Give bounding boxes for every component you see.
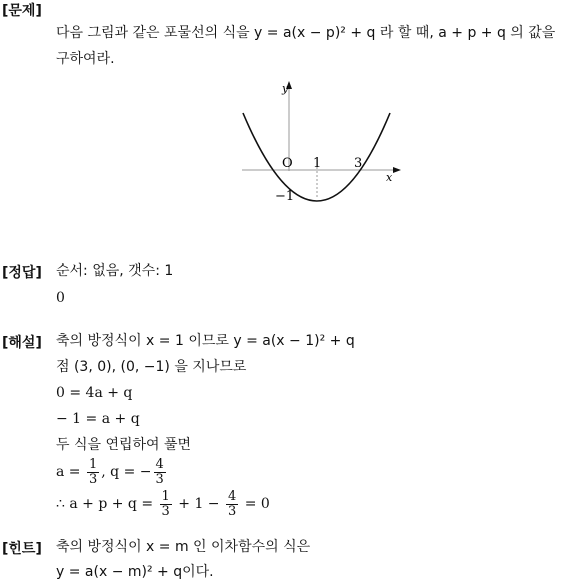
solution-line-7-prefix: ∴ a + p + q = bbox=[56, 496, 158, 512]
problem-line-1: 다음 그림과 같은 포물선의 식을 y = a(x − p)² + q 라 할 때, a + p + q 의 값을 bbox=[56, 25, 556, 41]
problem-line-2: 구하여라. bbox=[56, 51, 115, 67]
solution-line-6-mid: , q = − bbox=[101, 464, 152, 480]
fraction-one-third bbox=[160, 490, 172, 519]
fraction-denominator: 3 bbox=[161, 503, 170, 519]
x-axis-arrow bbox=[393, 167, 401, 173]
solution-line-1: 축의 방정식이 x = 1 이므로 y = a(x − 1)² + q bbox=[56, 333, 355, 349]
hint-line-1: 축의 방정식이 x = m 인 이차함수의 식은 bbox=[56, 539, 311, 555]
origin-label: O bbox=[282, 156, 293, 171]
answer-line-2: 0 bbox=[56, 290, 65, 306]
solution-line-3: 0 = 4a + q bbox=[56, 385, 133, 401]
tick-label-1: 1 bbox=[313, 156, 322, 171]
fraction-numerator: 4 bbox=[227, 488, 237, 504]
solution-line-6 bbox=[56, 456, 168, 488]
parabola-graph bbox=[230, 75, 410, 215]
fraction-denominator: 3 bbox=[88, 471, 98, 487]
fraction-denominator: 3 bbox=[155, 471, 164, 487]
fraction-one-third bbox=[87, 458, 99, 487]
tick-label-3: 3 bbox=[354, 156, 363, 171]
fraction-denominator: 3 bbox=[227, 503, 237, 519]
fraction-numerator: 1 bbox=[88, 456, 98, 472]
solution-line-7-mid: + 1 − bbox=[173, 496, 224, 512]
answer-line-1: 순서: 없음, 갯수: 1 bbox=[56, 263, 174, 279]
hint-tag: [힌트] bbox=[2, 541, 42, 557]
solution-line-2: 점 (3, 0), (0, −1) 을 지나므로 bbox=[56, 359, 247, 375]
answer-tag: [정답] bbox=[2, 265, 42, 281]
solution-tag: [해설] bbox=[2, 335, 42, 351]
x-axis-label: x bbox=[386, 171, 393, 184]
problem-tag: [문제] bbox=[2, 3, 42, 19]
solution-line-7 bbox=[56, 488, 270, 520]
fraction-numerator: 4 bbox=[155, 456, 164, 472]
fraction-four-thirds bbox=[154, 458, 166, 487]
solution-line-6-prefix: a = bbox=[56, 464, 85, 480]
solution-line-5: 두 식을 연립하여 풀면 bbox=[56, 437, 192, 453]
solution-line-7-suffix: = 0 bbox=[240, 496, 270, 512]
y-axis-label: y bbox=[282, 82, 289, 95]
fraction-four-thirds bbox=[226, 490, 238, 519]
fraction-numerator: 1 bbox=[161, 488, 170, 504]
solution-line-4: − 1 = a + q bbox=[56, 411, 140, 427]
hint-line-2: y = a(x − m)² + q이다. bbox=[56, 564, 214, 580]
y-intercept-label: −1 bbox=[275, 189, 295, 204]
